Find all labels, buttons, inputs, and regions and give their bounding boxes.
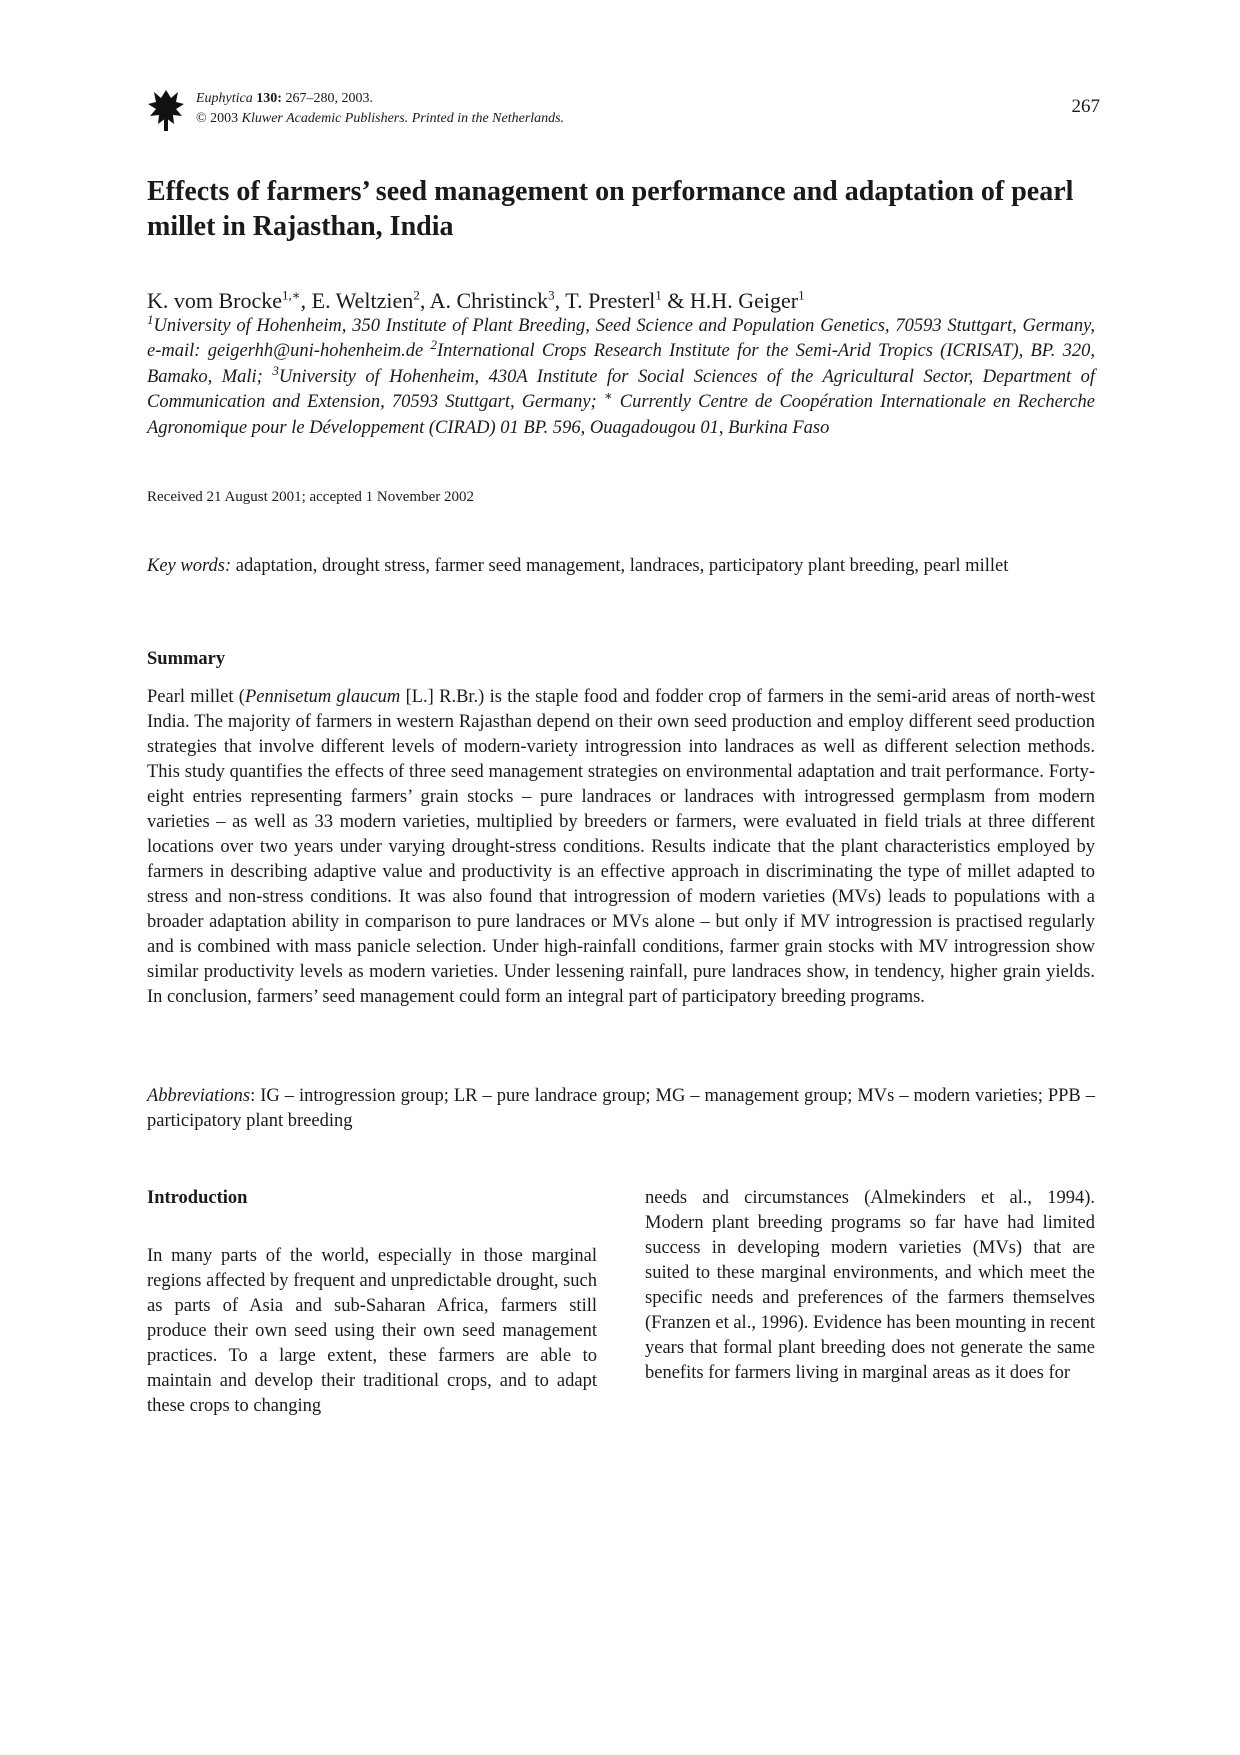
- author-name: K. vom Brocke: [147, 288, 283, 313]
- affil-sup: 3: [272, 362, 279, 378]
- keywords-label: Key words:: [147, 556, 232, 576]
- introduction-heading: Introduction: [147, 1188, 248, 1208]
- journal-name: Euphytica: [196, 91, 253, 106]
- article-title: Effects of farmers’ seed management on performance and adaptation of pearl millet in Rajasthan, India: [147, 176, 1074, 242]
- summary-heading: Summary: [147, 649, 226, 669]
- journal-volume: 130:: [256, 91, 282, 106]
- species-name: Pennisetum glaucum: [244, 687, 401, 707]
- journal-citation: [196, 89, 564, 129]
- introduction-right-column: needs and circumstances (Almekinders et al., 1994). Modern plant breeding programs so far have had limited success in developing modern varieties (MVs) that are suited to these marginal environments, and which meet the specific needs and preferences of the farmers themselves (Franzen et al., 1996). Evidence has been mounting in recent years that formal plant breeding does not generate the same benefits for farmers living in marginal areas as it does for: [645, 1188, 1096, 1383]
- journal-pages: 267–280, 2003.: [285, 91, 373, 106]
- affiliation-3: University of Hohenheim, 430A Institute for Social Sciences of the Agricultural Sector, Department of Communication and Extension, 70593 Stuttgart, Germany;: [147, 366, 1095, 413]
- keywords-text: adaptation, drought stress, farmer seed management, landraces, participatory plant breeding, pearl millet: [231, 556, 1009, 576]
- page-number: 267: [1071, 96, 1100, 117]
- author-sup: 2: [413, 287, 420, 303]
- author-name: T. Presterl: [565, 288, 656, 313]
- affil-sup: 1: [147, 311, 154, 327]
- abbreviations-text: : IG – introgression group; LR – pure landrace group; MG – management group; MVs – modern varieties; PPB – participatory plant breeding: [147, 1086, 1095, 1131]
- author-list: [147, 286, 1097, 316]
- summary-part: [L.] R.Br.) is the staple food and fodder crop of farmers in the semi-arid areas of north-west India. The majority of farmers in western Rajasthan depend on their own seed production and employ different seed production strategies that involve different levels of modern-variety introgression into landraces as well as different selection methods. This study quantifies the effects of three seed management strategies on environmental adaptation and trait performance. Forty-eight entries representing farmers’ grain stocks – pure landraces or landraces with introgressed germplasm from modern varieties – as well as 33 modern varieties, multiplied by breeders or farmers, were evaluated in field trials at three different locations over two years under varying drought-stress conditions. Results indicate that the plant characteristics employed by farmers in describing adaptive value and productivity is an effective approach in discriminating the type of millet adapted to stress and non-stress conditions. It was also found that introgression of modern varieties (MVs) leads to populations with a broader adaptation ability in comparison to pure landraces or MVs alone – but only if MV introgression is practised regularly and is combined with mass panicle selection. Under high-rainfall conditions, farmer grain stocks with MV introgression show similar productivity levels as modern varieties. Under lessening rainfall, pure landraces show, in tendency, higher grain yields. In conclusion, farmers’ seed management could form an integral part of participatory breeding programs.: [147, 687, 1095, 1007]
- author-separator: ,: [300, 288, 312, 313]
- keywords: [147, 554, 1095, 579]
- abbreviations-label: Abbreviations: [147, 1086, 251, 1106]
- author-name: H.H. Geiger: [689, 288, 799, 313]
- summary-text: [147, 685, 1095, 1010]
- introduction-left-column: In many parts of the world, especially in those marginal regions affected by frequent and unpredictable drought, such as parts of Asia and sub-Saharan Africa, farmers still produce their own seed using their own seed management practices. To a large extent, these farmers are able to maintain and develop their traditional crops, and to adapt these crops to changing: [147, 1246, 597, 1416]
- received-date: Received 21 August 2001; accepted 1 November 2002: [147, 489, 474, 505]
- publisher: Kluwer Academic Publishers. Printed in the Netherlands.: [241, 111, 565, 126]
- affiliation-2: International Crops Research Institute for the Semi-Arid Tropics (ICRISAT), BP. 320, Bamako, Mali;: [147, 341, 1095, 387]
- summary-part: Pearl millet (: [147, 687, 245, 707]
- author-separator: &: [661, 288, 690, 313]
- author-separator: ,: [554, 288, 566, 313]
- author-sup: 1: [655, 287, 662, 303]
- affiliation-4: Currently Centre de Coopération Internationale en Recherche Agronomique pour le Développement (CIRAD) 01 BP. 596, Ouagadougou 01, Burkina Faso: [147, 392, 1095, 438]
- author-sup: 3: [548, 287, 555, 303]
- author-name: A. Christinck: [429, 288, 549, 313]
- copyright: © 2003: [196, 111, 239, 126]
- author-sup: 1: [798, 287, 805, 303]
- affiliations: [147, 311, 1095, 441]
- author-sup: 1,∗: [282, 287, 301, 303]
- affil-sup: ∗: [603, 388, 613, 404]
- publisher-logo-icon: [147, 86, 185, 132]
- affiliation-1: University of Hohenheim, 350 Institute of Plant Breeding, Seed Science and Population Genetics, 70593 Stuttgart, Germany, e-mail: geigerhh@uni-hohenheim.de: [147, 316, 1095, 362]
- affil-sup: 2: [430, 337, 437, 353]
- author-name: E. Weltzien: [311, 288, 414, 313]
- author-separator: ,: [419, 288, 430, 313]
- abbreviations: [147, 1084, 1095, 1134]
